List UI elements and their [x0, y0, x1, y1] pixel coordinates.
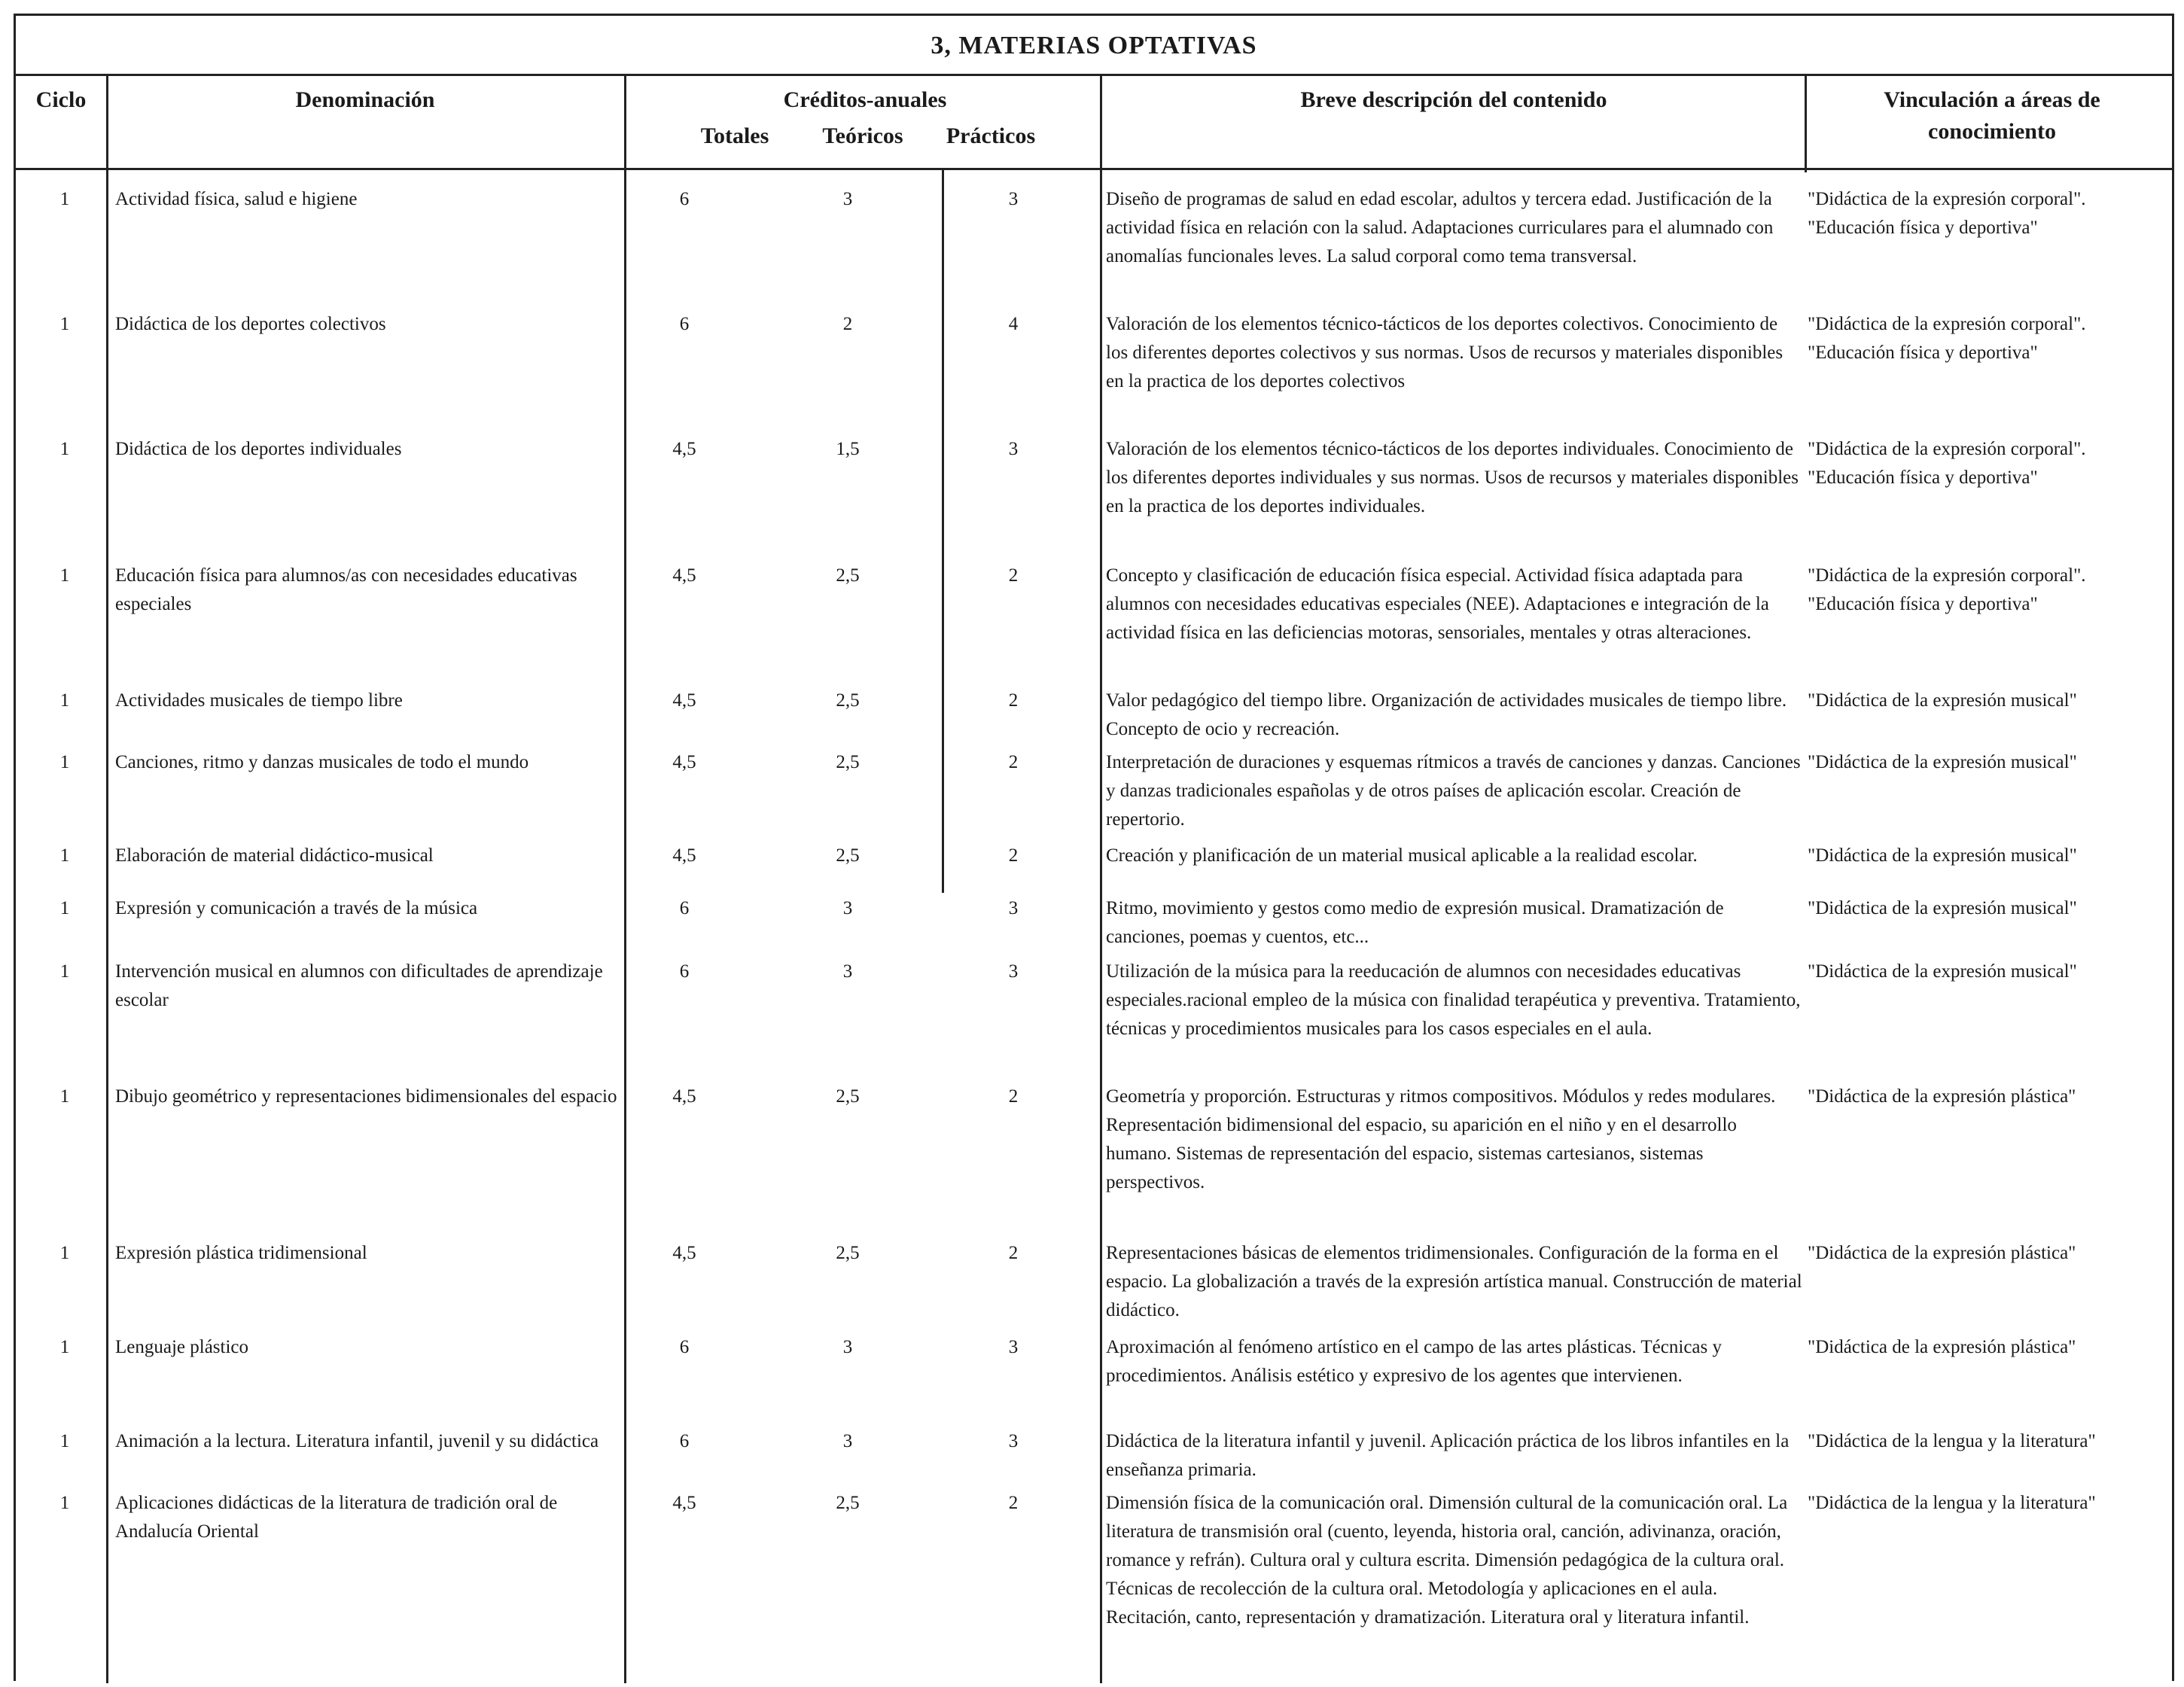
cell-totales: 6: [679, 1431, 690, 1451]
cell-denominacion: Intervención musical en alumnos con dificultades de aprendizaje escolar: [115, 961, 603, 1010]
cell-descripcion: Concepto y clasificación de educación física especial. Actividad física adaptada para alumnos con necesidades educativas especiales (NEE). Adaptaciones e integración de la actividad física en las deficiencias motoras, sensoriales, mentales y otras alteraciones.: [1106, 565, 1769, 643]
cell-denominacion: Actividades musicales de tiempo libre: [115, 690, 403, 711]
cell-practicos: 3: [1008, 439, 1019, 459]
cell-descripcion: Representaciones básicas de elementos tridimensionales. Configuración de la forma en el espacio. La globalización a través de la expresión artística manual. Construcción de material didáctico.: [1106, 1243, 1802, 1320]
cell-denominacion: Dibujo geométrico y representaciones bidimensionales del espacio: [115, 1086, 617, 1107]
cell-teoricos: 2,5: [836, 565, 860, 586]
cell-teoricos: 2,5: [836, 752, 860, 772]
cell-denominacion: Animación a la lectura. Literatura infantil, juvenil y su didáctica: [115, 1431, 599, 1451]
cell-denominacion: Didáctica de los deportes individuales: [115, 439, 402, 459]
cell-ciclo: 1: [59, 1337, 70, 1357]
cell-vinculacion: "Didáctica de la expresión musical": [1808, 845, 2077, 866]
cell-totales: 6: [679, 314, 690, 334]
column-divider: [942, 170, 944, 893]
column-divider: [106, 170, 108, 1683]
table-body: [14, 168, 2174, 1681]
cell-practicos: 3: [1008, 1431, 1019, 1451]
cell-totales: 4,5: [672, 439, 696, 459]
header-divider: [1100, 76, 1102, 172]
cell-practicos: 3: [1008, 898, 1019, 918]
cell-practicos: 2: [1008, 565, 1019, 586]
cell-practicos: 2: [1008, 752, 1019, 772]
header-vinculacion-line2: conocimiento: [1928, 119, 2056, 144]
cell-ciclo: 1: [59, 845, 70, 866]
cell-vinculacion: "Didáctica de la expresión plástica": [1808, 1243, 2076, 1263]
cell-denominacion: Actividad física, salud e higiene: [115, 189, 358, 209]
header-vinculacion-line1: Vinculación a áreas de: [1884, 87, 2100, 112]
cell-ciclo: 1: [59, 898, 70, 918]
header-divider: [106, 76, 108, 172]
cell-teoricos: 2,5: [836, 1086, 860, 1107]
cell-denominacion: Lenguaje plástico: [115, 1337, 249, 1357]
column-divider: [1100, 170, 1102, 1683]
table-title: 3, MATERIAS OPTATIVAS: [14, 14, 2174, 75]
cell-ciclo: 1: [59, 189, 70, 209]
cell-descripcion: Aproximación al fenómeno artístico en el campo de las artes plásticas. Técnicas y procedimientos. Análisis estético y expresivo de los agentes que intervienen.: [1106, 1337, 1722, 1386]
cell-teoricos: 3: [842, 898, 853, 918]
header-practicos: Prácticos: [946, 123, 1036, 148]
header-divider: [624, 76, 626, 172]
cell-vinculacion: "Didáctica de la expresión corporal". "Educación física y deportiva": [1808, 565, 2086, 614]
cell-totales: 4,5: [672, 845, 696, 866]
cell-vinculacion: "Didáctica de la expresión musical": [1808, 961, 2077, 982]
table-header: [14, 74, 2174, 170]
cell-descripcion: Geometría y proporción. Estructuras y ritmos compositivos. Módulos y redes modulares. Representación bidimensional del espacio, su aparición en el niño y en el desarrollo humano. Sistemas de representación del espacio, sistemas cartesianos, sistemas perspectivos.: [1106, 1086, 1776, 1192]
cell-descripcion: Interpretación de duraciones y esquemas rítmicos a través de canciones y danzas. Canciones y danzas tradicionales españolas y de otros países de aplicación escolar. Creación de repertorio.: [1106, 752, 1801, 830]
cell-teoricos: 2,5: [836, 1243, 860, 1263]
cell-totales: 4,5: [672, 565, 696, 586]
header-ciclo: Ciclo: [35, 87, 87, 112]
cell-vinculacion: "Didáctica de la expresión corporal". "Educación física y deportiva": [1808, 439, 2086, 488]
cell-totales: 4,5: [672, 1243, 696, 1263]
header-creditos: Créditos-anuales: [783, 87, 947, 112]
cell-practicos: 2: [1008, 845, 1019, 866]
cell-denominacion: Expresión plástica tridimensional: [115, 1243, 367, 1263]
cell-practicos: 3: [1008, 961, 1019, 982]
cell-totales: 4,5: [672, 1086, 696, 1107]
cell-vinculacion: "Didáctica de la expresión musical": [1808, 898, 2077, 918]
cell-practicos: 2: [1008, 1243, 1019, 1263]
cell-denominacion: Elaboración de material didáctico-musical: [115, 845, 434, 866]
cell-practicos: 2: [1008, 1493, 1019, 1513]
optativas-table: [14, 14, 2174, 1677]
cell-teoricos: 3: [842, 1337, 853, 1357]
cell-teoricos: 2,5: [836, 1493, 860, 1513]
cell-denominacion: Expresión y comunicación a través de la música: [115, 898, 478, 918]
cell-ciclo: 1: [59, 1243, 70, 1263]
column-divider: [624, 170, 626, 1683]
cell-vinculacion: "Didáctica de la lengua y la literatura": [1808, 1431, 2096, 1451]
cell-practicos: 2: [1008, 1086, 1019, 1107]
cell-ciclo: 1: [59, 690, 70, 711]
cell-ciclo: 1: [59, 752, 70, 772]
cell-teoricos: 2,5: [836, 690, 860, 711]
cell-denominacion: Canciones, ritmo y danzas musicales de todo el mundo: [115, 752, 529, 772]
cell-descripcion: Utilización de la música para la reeducación de alumnos con necesidades educativas especiales.racional empleo de la música con finalidad terapéutica y preventiva. Tratamiento, técnicas y procedimientos musicales para los casos especiales en el aula.: [1106, 961, 1801, 1039]
cell-totales: 6: [679, 1337, 690, 1357]
cell-descripcion: Valoración de los elementos técnico-tácticos de los deportes colectivos. Conocimiento de los diferentes deportes colectivos y sus normas. Usos de recursos y materiales disponibles en la practica de los deportes colectivos: [1106, 314, 1783, 391]
cell-teoricos: 2: [842, 314, 853, 334]
cell-vinculacion: "Didáctica de la expresión corporal". "Educación física y deportiva": [1808, 189, 2086, 238]
cell-practicos: 3: [1008, 1337, 1019, 1357]
cell-practicos: 2: [1008, 690, 1019, 711]
cell-denominacion: Aplicaciones didácticas de la literatura de tradición oral de Andalucía Oriental: [115, 1493, 558, 1542]
cell-totales: 4,5: [672, 1493, 696, 1513]
cell-practicos: 4: [1008, 314, 1019, 334]
cell-ciclo: 1: [59, 565, 70, 586]
header-descripcion: Breve descripción del contenido: [1300, 87, 1607, 112]
cell-ciclo: 1: [59, 314, 70, 334]
cell-denominacion: Didáctica de los deportes colectivos: [115, 314, 386, 334]
cell-descripcion: Ritmo, movimiento y gestos como medio de expresión musical. Dramatización de canciones, poemas y cuentos, etc...: [1106, 898, 1724, 947]
cell-totales: 6: [679, 189, 690, 209]
cell-vinculacion: "Didáctica de la expresión plástica": [1808, 1086, 2076, 1107]
header-divider: [1805, 76, 1807, 172]
cell-teoricos: 3: [842, 189, 853, 209]
cell-descripcion: Dimensión física de la comunicación oral. Dimensión cultural de la comunicación oral. La literatura de transmisión oral (cuento, leyenda, historia oral, canción, adivinanza, oración, romance y refrán). Cultura oral y cultura escrita. Dimensión pedagógica de la cultura oral. Técnicas de recolección de la cultura oral. Metodología y aplicaciones en el aula. Recitación, canto, representación y dramatización. Literatura oral y literatura infantil.: [1106, 1493, 1788, 1628]
cell-ciclo: 1: [59, 1086, 70, 1107]
cell-ciclo: 1: [59, 439, 70, 459]
cell-descripcion: Valor pedagógico del tiempo libre. Organización de actividades musicales de tiempo libre. Concepto de ocio y recreación.: [1106, 690, 1787, 739]
cell-teoricos: 1,5: [836, 439, 860, 459]
cell-ciclo: 1: [59, 1493, 70, 1513]
cell-denominacion: Educación física para alumnos/as con necesidades educativas especiales: [115, 565, 577, 614]
cell-practicos: 3: [1008, 189, 1019, 209]
cell-descripcion: Creación y planificación de un material musical aplicable a la realidad escolar.: [1106, 845, 1698, 866]
cell-descripcion: Valoración de los elementos técnico-tácticos de los deportes individuales. Conocimiento de los diferentes deportes individuales y sus normas. Usos de recursos y materiales disponibles en la practica de los deportes individuales.: [1106, 439, 1799, 516]
header-totales: Totales: [700, 123, 769, 148]
cell-ciclo: 1: [59, 1431, 70, 1451]
cell-vinculacion: "Didáctica de la expresión corporal". "Educación física y deportiva": [1808, 314, 2086, 363]
cell-vinculacion: "Didáctica de la expresión musical": [1808, 752, 2077, 772]
cell-teoricos: 2,5: [836, 845, 860, 866]
header-teoricos: Teóricos: [822, 123, 903, 148]
header-denominacion: Denominación: [295, 87, 435, 112]
cell-vinculacion: "Didáctica de la expresión plástica": [1808, 1337, 2076, 1357]
cell-teoricos: 3: [842, 1431, 853, 1451]
cell-vinculacion: "Didáctica de la lengua y la literatura": [1808, 1493, 2096, 1513]
cell-teoricos: 3: [842, 961, 853, 982]
cell-vinculacion: "Didáctica de la expresión musical": [1808, 690, 2077, 711]
cell-totales: 4,5: [672, 690, 696, 711]
cell-ciclo: 1: [59, 961, 70, 982]
cell-descripcion: Didáctica de la literatura infantil y juvenil. Aplicación práctica de los libros infantiles en la enseñanza primaria.: [1106, 1431, 1790, 1480]
cell-totales: 6: [679, 898, 690, 918]
cell-totales: 6: [679, 961, 690, 982]
cell-descripcion: Diseño de programas de salud en edad escolar, adultos y tercera edad. Justificación de la actividad física en relación con la salud. Adaptaciones curriculares para el alumnado con anomalías funcionales leves. La salud corporal como tema transversal.: [1106, 189, 1774, 266]
cell-totales: 4,5: [672, 752, 696, 772]
